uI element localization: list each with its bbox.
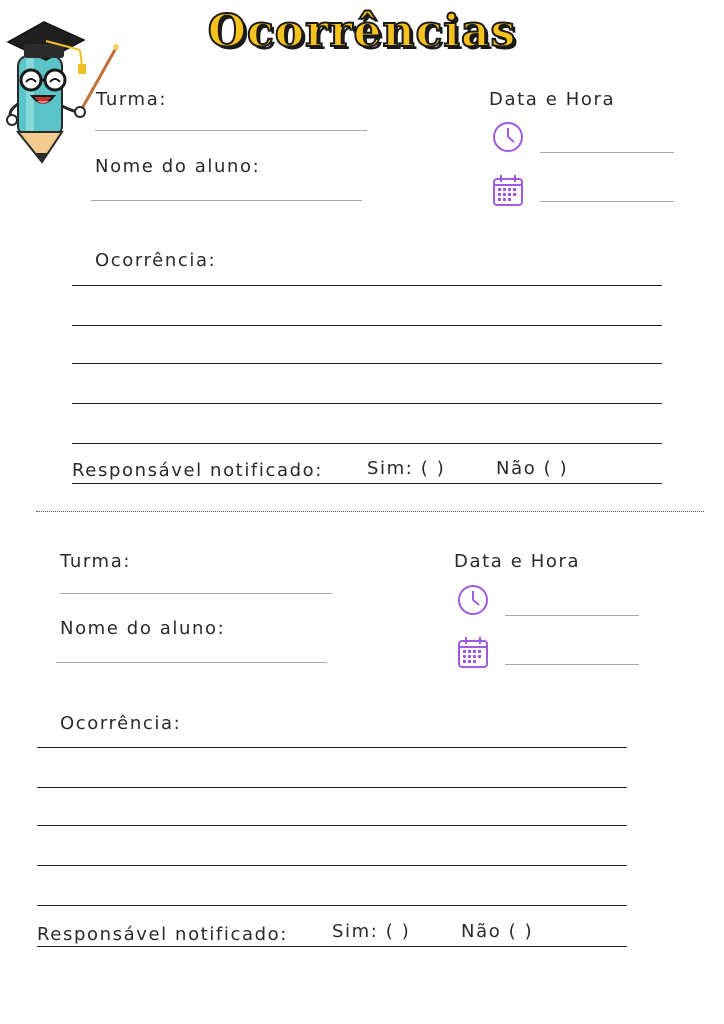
data-field[interactable] xyxy=(505,664,639,665)
turma-label: Turma: xyxy=(60,551,131,572)
ocorrencia-line[interactable] xyxy=(37,787,627,788)
nome-aluno-field[interactable] xyxy=(91,200,362,201)
hora-field[interactable] xyxy=(505,615,639,616)
calendar-icon xyxy=(457,635,489,669)
ocorrencia-line[interactable] xyxy=(37,905,627,906)
data-hora-label: Data e Hora xyxy=(454,551,581,572)
ocorrencia-line[interactable] xyxy=(37,747,627,748)
responsavel-line xyxy=(72,483,662,484)
ocorrencia-line[interactable] xyxy=(72,285,662,286)
sim-checkbox[interactable]: Sim: ( ) xyxy=(367,458,446,479)
cut-line-divider xyxy=(36,511,704,512)
ocorrencia-line[interactable] xyxy=(72,325,662,326)
nome-aluno-label: Nome do aluno: xyxy=(95,156,261,177)
nome-aluno-field[interactable] xyxy=(56,662,327,663)
clock-icon xyxy=(457,584,489,616)
ocorrencia-label: Ocorrência: xyxy=(60,713,182,734)
nao-checkbox[interactable]: Não ( ) xyxy=(496,458,569,479)
ocorrencia-line[interactable] xyxy=(37,825,627,826)
calendar-icon xyxy=(492,173,524,207)
hora-field[interactable] xyxy=(540,152,674,153)
ocorrencia-line[interactable] xyxy=(72,443,662,444)
responsavel-label: Responsável notificado: xyxy=(72,460,323,481)
turma-field[interactable] xyxy=(60,593,332,594)
sim-checkbox[interactable]: Sim: ( ) xyxy=(332,921,411,942)
data-hora-label: Data e Hora xyxy=(489,89,616,110)
nao-checkbox[interactable]: Não ( ) xyxy=(461,921,534,942)
nome-aluno-label: Nome do aluno: xyxy=(60,618,226,639)
turma-field[interactable] xyxy=(95,130,367,131)
clock-icon xyxy=(492,121,524,153)
ocorrencia-line[interactable] xyxy=(37,865,627,866)
ocorrencia-label: Ocorrência: xyxy=(95,250,217,271)
turma-label: Turma: xyxy=(96,89,167,110)
responsavel-line xyxy=(37,946,627,947)
ocorrencia-line[interactable] xyxy=(72,403,662,404)
page-title: Ocorrências xyxy=(207,6,517,57)
responsavel-label: Responsável notificado: xyxy=(37,924,288,945)
ocorrencia-line[interactable] xyxy=(72,363,662,364)
data-field[interactable] xyxy=(540,201,674,202)
